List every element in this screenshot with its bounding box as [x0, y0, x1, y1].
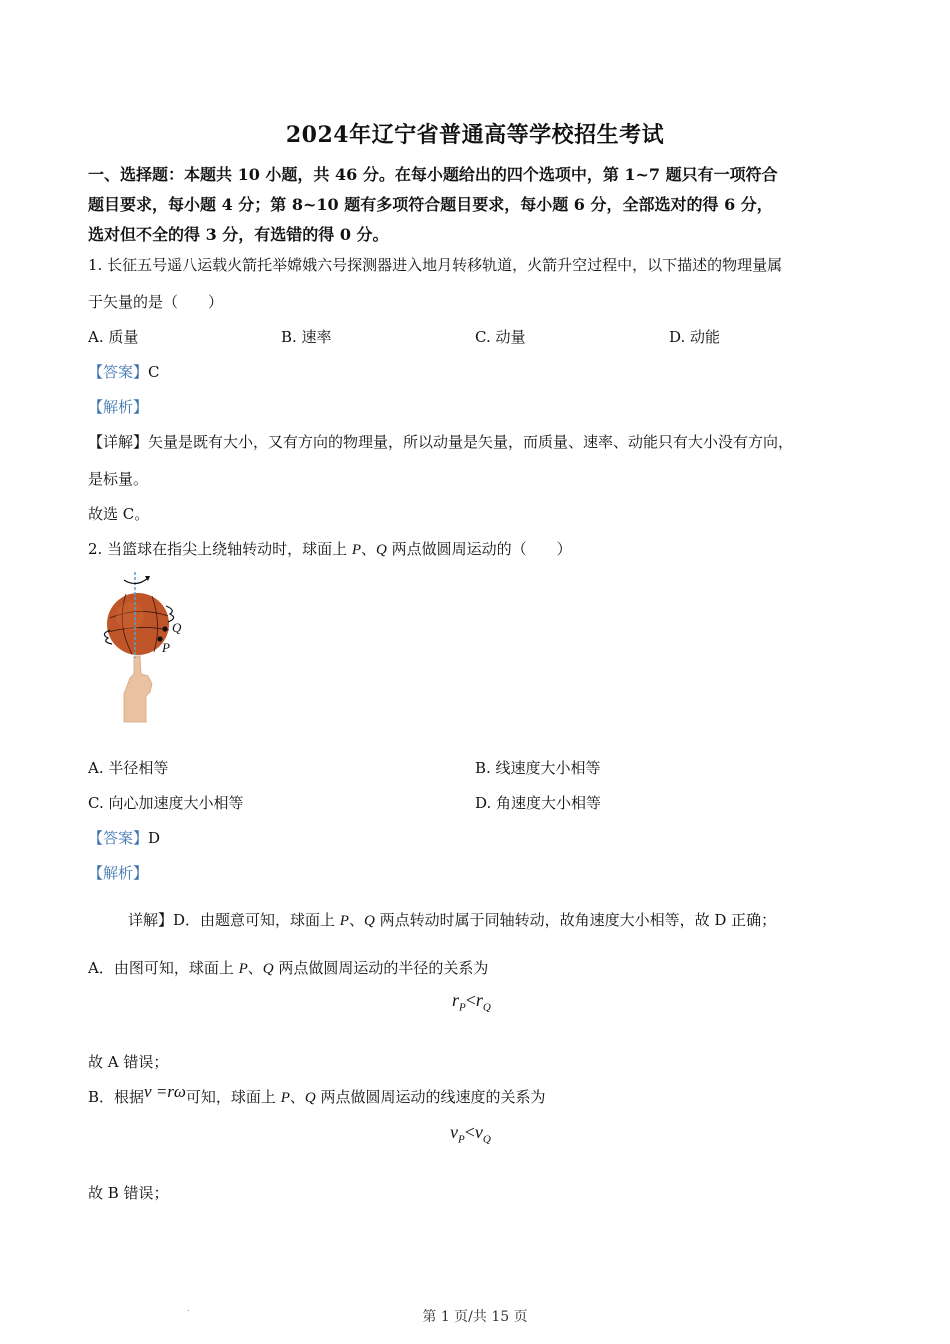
section-header [88, 160, 878, 250]
point-q: Q [304, 1090, 316, 1106]
q2-stem [88, 539, 572, 560]
section-header-line: 一、选择题：本题共 10 小题，共 46 分。在每小题给出的四个选项中，第 1~7 题只有一项符合 [88, 165, 778, 184]
q2-stem-suffix: 两点做圆周运动的（ ） [386, 540, 572, 558]
detail-text: B．根据 [88, 1088, 145, 1106]
formula-symbol: r [475, 990, 483, 1010]
q2-option-d: D. 角速度大小相等 [475, 794, 602, 812]
formula-velocity [450, 1122, 491, 1146]
q2-conclusion-a: 故 A 错误； [88, 1053, 169, 1071]
spinning-basketball-icon [96, 566, 206, 726]
formula-symbol: r [452, 990, 460, 1010]
q1-analysis-tag: 【解析】 [88, 398, 149, 416]
answer-tag: 【答案】 [88, 829, 149, 847]
q1-detail-line2: 是标量。 [88, 470, 149, 488]
q2-option-b: B. 线速度大小相等 [475, 759, 601, 777]
answer-value: D [148, 829, 161, 847]
q2-option-a: A. 半径相等 [88, 759, 169, 777]
formula-operator: < [465, 990, 476, 1010]
point-q: Q [262, 961, 274, 977]
section-header-line: 选对但不全的得 3 分，有选错的得 0 分。 [88, 225, 389, 244]
separator: 、 [247, 959, 263, 977]
separator: 、 [361, 540, 377, 558]
point-q: Q [376, 542, 387, 558]
separator: 、 [289, 1088, 305, 1106]
detail-text: 两点做圆周运动的线速度的关系为 [315, 1088, 546, 1106]
detail-text: 两点做圆周运动的半径的关系为 [273, 959, 489, 977]
q1-stem-line1: 1. 长征五号遥八运载火箭托举嫦娥六号探测器进入地月转移轨道，火箭升空过程中，以下描述的物理量属 [88, 256, 783, 274]
detail-tag: 【详解】 [88, 433, 149, 451]
formula-subscript: Q [482, 1001, 491, 1014]
point-p: P [339, 913, 349, 929]
q1-detail-line1 [88, 432, 793, 452]
formula-operator: < [464, 1122, 475, 1142]
basketball-figure [96, 566, 206, 726]
q1-conclusion: 故选 C。 [88, 505, 150, 523]
q2-stem-prefix: 2. 当篮球在指尖上绕轴转动时，球面上 [88, 540, 352, 558]
detail-text: 可知，球面上 [185, 1088, 281, 1106]
formula-subscript: Q [482, 1133, 491, 1146]
detail-text: 详解】D．由题意可知，球面上 [128, 911, 340, 929]
answer-tag: 【答案】 [88, 363, 149, 381]
formula-symbol: v [474, 1122, 483, 1142]
q2-option-c: C. 向心加速度大小相等 [88, 794, 244, 812]
q2-detail-d [128, 910, 776, 931]
formula-subscript: P [459, 1001, 466, 1014]
point-q: Q [363, 913, 375, 929]
q2-conclusion-b: 故 B 错误； [88, 1184, 169, 1202]
section-header-line: 题目要求，每小题 4 分；第 8~10 题有多项符合题目要求，每小题 6 分，全部选对的得 6 分， [88, 195, 773, 214]
label-p: P [162, 640, 170, 655]
q1-stem-line2: 于矢量的是（ ） [88, 293, 224, 311]
q2-detail-b [88, 1082, 546, 1108]
formula-inline: v =rω [144, 1082, 186, 1101]
separator: 、 [348, 911, 364, 929]
q2-detail-a [88, 958, 488, 979]
page-title: 2024年辽宁省普通高等学校招生考试 [285, 122, 665, 148]
q2-answer [88, 828, 160, 848]
q1-option-a: A. 质量 [88, 328, 139, 346]
point-p: P [351, 542, 362, 558]
q2-analysis-tag: 【解析】 [88, 864, 149, 882]
detail-text: A．由图可知，球面上 [88, 959, 239, 977]
page-footer: 第 1 页/共 15 页 [422, 1309, 528, 1325]
formula-symbol: v [450, 1122, 458, 1142]
q1-option-c: C. 动量 [475, 328, 526, 346]
q1-answer [88, 362, 160, 382]
q1-option-b: B. 速率 [281, 328, 332, 346]
point-p: P [238, 961, 248, 977]
q1-option-d: D. 动能 [669, 328, 721, 346]
formula-radius [452, 990, 491, 1014]
detail-text: 两点转动时属于同轴转动，故角速度大小相等，故 D 正确； [374, 911, 777, 929]
answer-value: C [148, 363, 160, 381]
label-q: Q [172, 620, 182, 635]
formula-subscript: P [458, 1133, 465, 1146]
point-p: P [280, 1090, 290, 1106]
detail-text: 矢量是既有大小，又有方向的物理量，所以动量是矢量，而质量、速率、动能只有大小没有方向， [148, 433, 794, 451]
